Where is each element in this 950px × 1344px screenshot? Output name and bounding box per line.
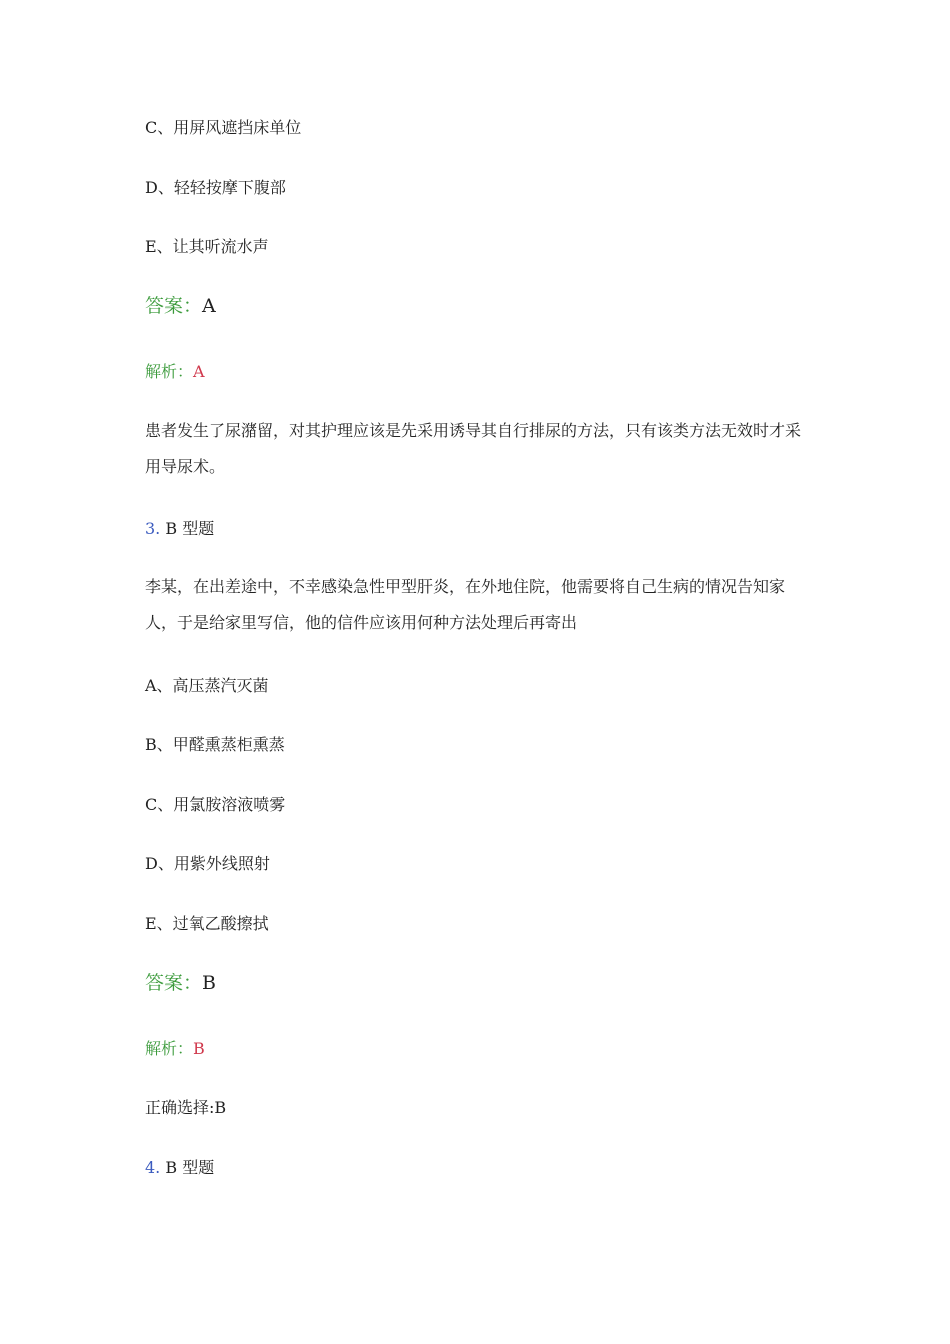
answer-label: 答案：: [145, 295, 203, 317]
answer-label: 答案：: [145, 972, 203, 994]
answer-value: B: [202, 972, 216, 994]
question-number: 3.: [145, 519, 161, 538]
answer-line: [145, 973, 216, 993]
option-d: D、轻轻按摩下腹部: [145, 178, 286, 197]
option-b: B、甲醛熏蒸柜熏蒸: [145, 735, 285, 754]
option-a: A、高压蒸汽灭菌: [145, 676, 269, 695]
explanation-text: 正确选择:B: [145, 1098, 227, 1117]
analysis-value: B: [193, 1039, 205, 1058]
analysis-label: 解析：: [145, 1039, 194, 1058]
option-e: E、过氧乙酸擦拭: [145, 914, 269, 933]
analysis-line: [145, 362, 205, 382]
question-header: [145, 519, 214, 539]
explanation-text: 患者发生了尿潴留，对其护理应该是先采用诱导其自行排尿的方法，只有该类方法无效时才采用导尿术。: [145, 421, 802, 476]
question-number: 4.: [145, 1158, 161, 1177]
question-type: B 型题: [165, 519, 215, 538]
question-type: B 型题: [165, 1158, 215, 1177]
option-d: D、用紫外线照射: [145, 854, 270, 873]
analysis-label: 解析：: [145, 362, 194, 381]
option-c: C、用屏风遮挡床单位: [145, 118, 302, 137]
option-e: E、让其听流水声: [145, 237, 269, 256]
analysis-value: A: [193, 362, 205, 381]
option-c: C、用氯胺溶液喷雾: [145, 795, 286, 814]
answer-line: [145, 296, 216, 316]
question-header: [145, 1158, 214, 1178]
answer-value: A: [202, 295, 216, 317]
question-stem: 李某，在出差途中，不幸感染急性甲型肝炎，在外地住院，他需要将自己生病的情况告知家人，于是给家里写信，他的信件应该用何种方法处理后再寄出: [145, 577, 786, 632]
analysis-line: [145, 1039, 205, 1059]
